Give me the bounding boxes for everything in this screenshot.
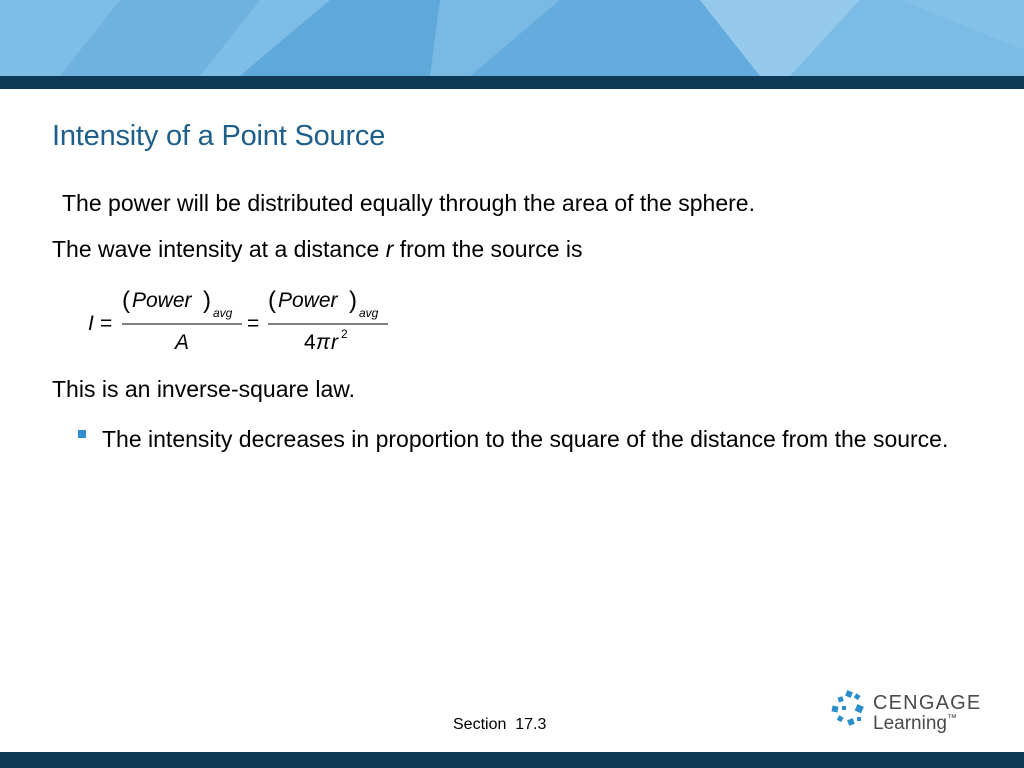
formula-sub1: avg <box>213 306 233 320</box>
formula-den2-var: r <box>331 331 338 354</box>
formula-graphic <box>86 282 406 360</box>
formula-paren-open1: ( <box>122 287 130 314</box>
header-banner <box>0 0 1024 76</box>
variable-r: r <box>385 236 394 262</box>
formula-den2-exp: 2 <box>341 327 348 341</box>
logo-learning-text: Learning <box>873 713 947 734</box>
formula-num1: Power <box>132 289 192 312</box>
slide-title: Intensity of a Point Source <box>52 120 386 152</box>
footer-bar <box>0 752 1024 768</box>
line-suffix: from the source is <box>393 236 583 262</box>
cengage-logo-icon <box>830 689 870 729</box>
logo-wordmark-cengage: CENGAGE <box>873 692 982 714</box>
intensity-formula <box>86 282 406 360</box>
body-line-intensity <box>52 235 583 263</box>
formula-paren-open2: ( <box>268 287 276 314</box>
formula-den2-coef: 4 <box>304 331 316 354</box>
line-prefix: The wave intensity at a distance <box>52 236 386 262</box>
formula-den1: A <box>175 331 190 354</box>
section-label: Section 17.3 <box>453 716 547 733</box>
logo-tm: ™ <box>946 713 957 724</box>
logo-wordmark-learning <box>873 713 957 735</box>
formula-paren-close1: ) <box>203 287 211 314</box>
formula-paren-close2: ) <box>349 287 357 314</box>
formula-lhs: I <box>88 312 94 335</box>
bullet-square-icon <box>78 430 86 438</box>
formula-num2: Power <box>278 289 338 312</box>
banner-graphic <box>0 0 1024 76</box>
formula-eq1: = <box>100 312 113 335</box>
header-rule <box>0 76 1024 89</box>
bullet-text: The intensity decreases in proportion to the square of the distance from the source. <box>102 426 949 452</box>
body-line-power: The power will be distributed equally through the area of the sphere. <box>62 190 755 216</box>
formula-eq2: = <box>247 312 260 335</box>
formula-den2-pi: π <box>316 331 331 354</box>
body-line-inverse-square: This is an inverse-square law. <box>52 376 355 402</box>
formula-sub2: avg <box>359 306 379 320</box>
